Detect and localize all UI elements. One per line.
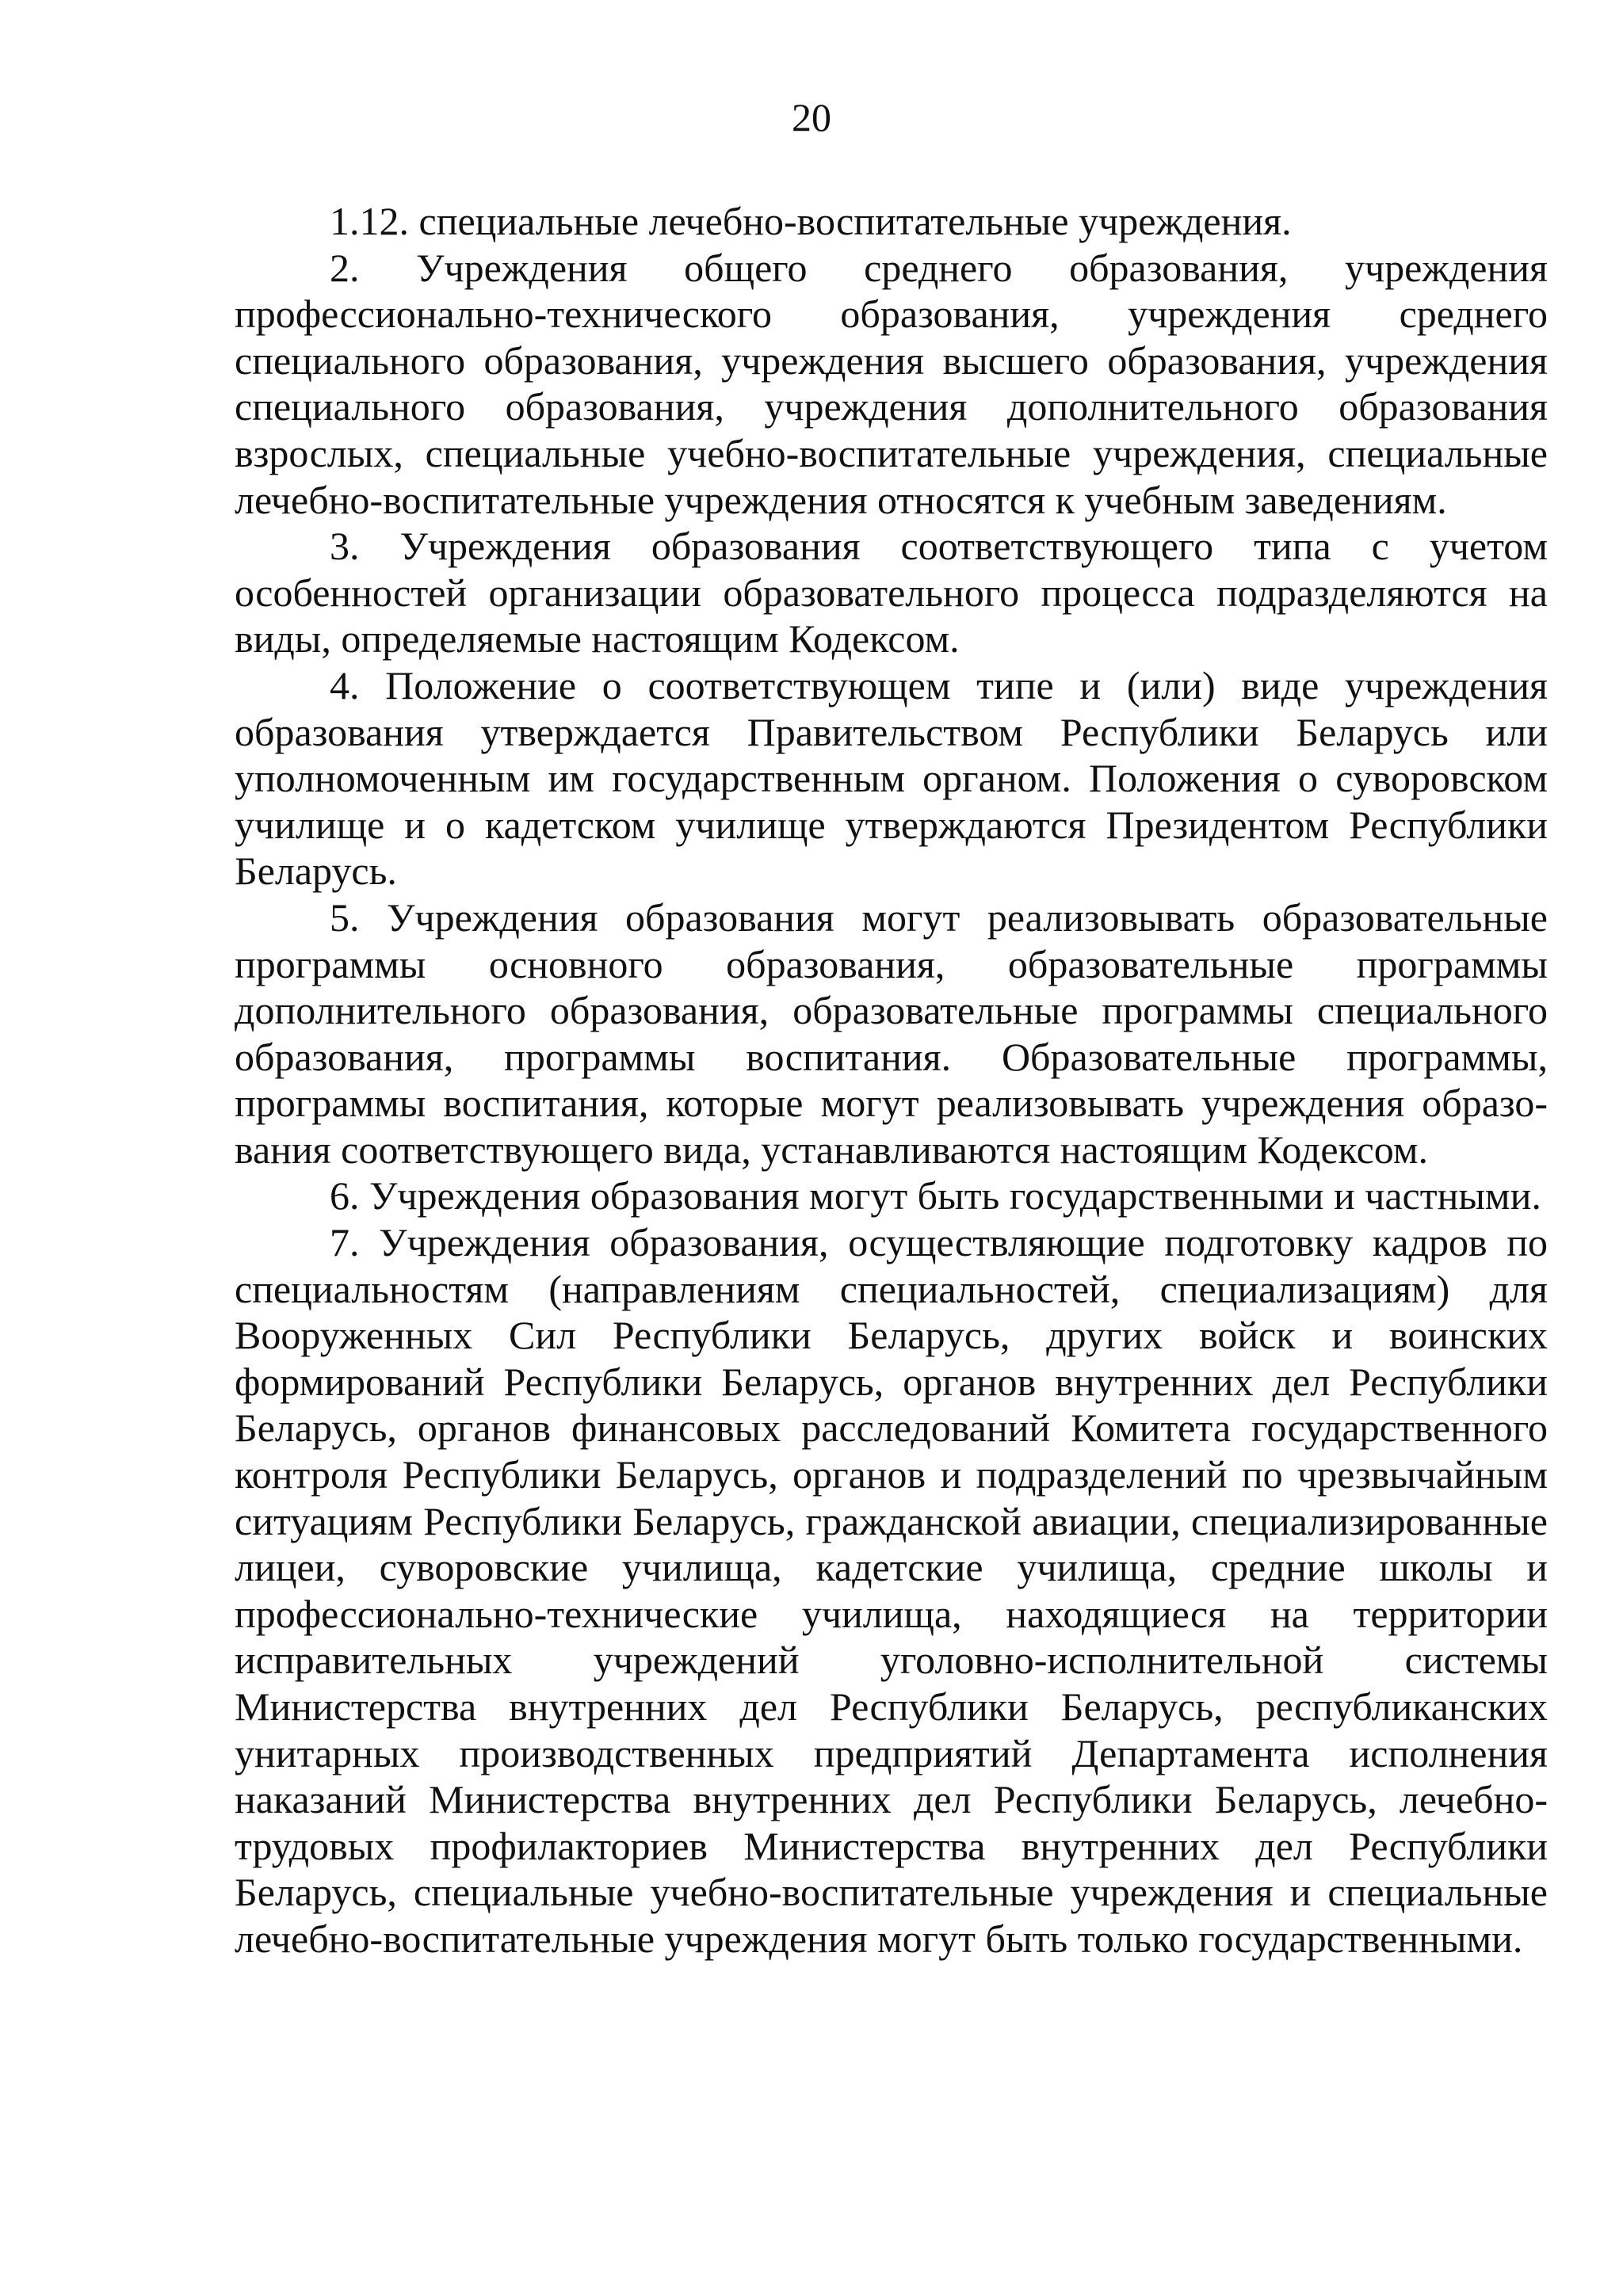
paragraph-2: 2. Учреждения общего среднего образования, учреждения профессионально-технического образования, учреждения среднего специального образования, учреждения высшего образования, учреждения специального образования, учреждения дополнительного образования взрослых, специальные учебно-воспитательные учреждения, специальные лечебно-воспитательные учреждения относятся к учебным заведениям. <box>235 245 1548 522</box>
document-body <box>235 198 1548 1962</box>
paragraph-7: 7. Учреждения образования, осуществляющие подготовку кадров по специальностям (направлениям специальностей, специализациям) для Вооруженных Сил Республики Беларусь, других войск и воинских формирований Республики Беларусь, органов внутренних дел Республики Беларусь, органов финансовых расследований Комитета государственного контроля Республики Беларусь, органов и подразделений по чрезвычайным ситуациям Республики Беларусь, гражданской авиации, специализированные лицеи, суворовские училища, кадетские училища, средние школы и профессионально-технические училища, находящиеся на территории исправительных учреждений уголовно-исполнительной системы Министерства внутренних дел Республики Беларусь, республиканских унитарных производственных предприятий Департамента исполнения наказаний Министерства внутренних дел Республики Беларусь, лечебно-трудовых профилакториев Министерства внутренних дел Республики Беларусь, специальные учебно-воспитательные учреждения и специальные лечебно-воспитательные учреждения могут быть только государственными. <box>235 1220 1548 1961</box>
paragraph-6: 6. Учреждения образования могут быть государственными и частными. <box>330 1173 1541 1219</box>
paragraph-4: 4. Положение о соответствующем типе и (или) виде учреждения образования утверждается Правительством Республики Беларусь или уполномоченным им государственным органом. Положения о суворовском училище и о кадетском училище утверждаются Президентом Республики Беларусь. <box>235 662 1548 894</box>
paragraph-1-12: 1.12. специальные лечебно-воспитательные учреждения. <box>330 199 1292 243</box>
paragraph-3: 3. Учреждения образования соответствующего типа с учетом особенностей организации образовательного процесса подразделяются на виды, определяемые настоящим Кодексом. <box>235 524 1548 662</box>
paragraph-5: 5. Учреждения образования могут реализовывать образовательные программы основного образования, образовательные программы дополнительного образования, образовательные программы специального образования, программы воспитания. Образовательные программы, программы воспитания, которые могут реализовывать учреждения образования соответствующего вида, устанавливаются настоящим Кодексом. <box>235 894 1548 1172</box>
page-number: 20 <box>792 95 831 139</box>
